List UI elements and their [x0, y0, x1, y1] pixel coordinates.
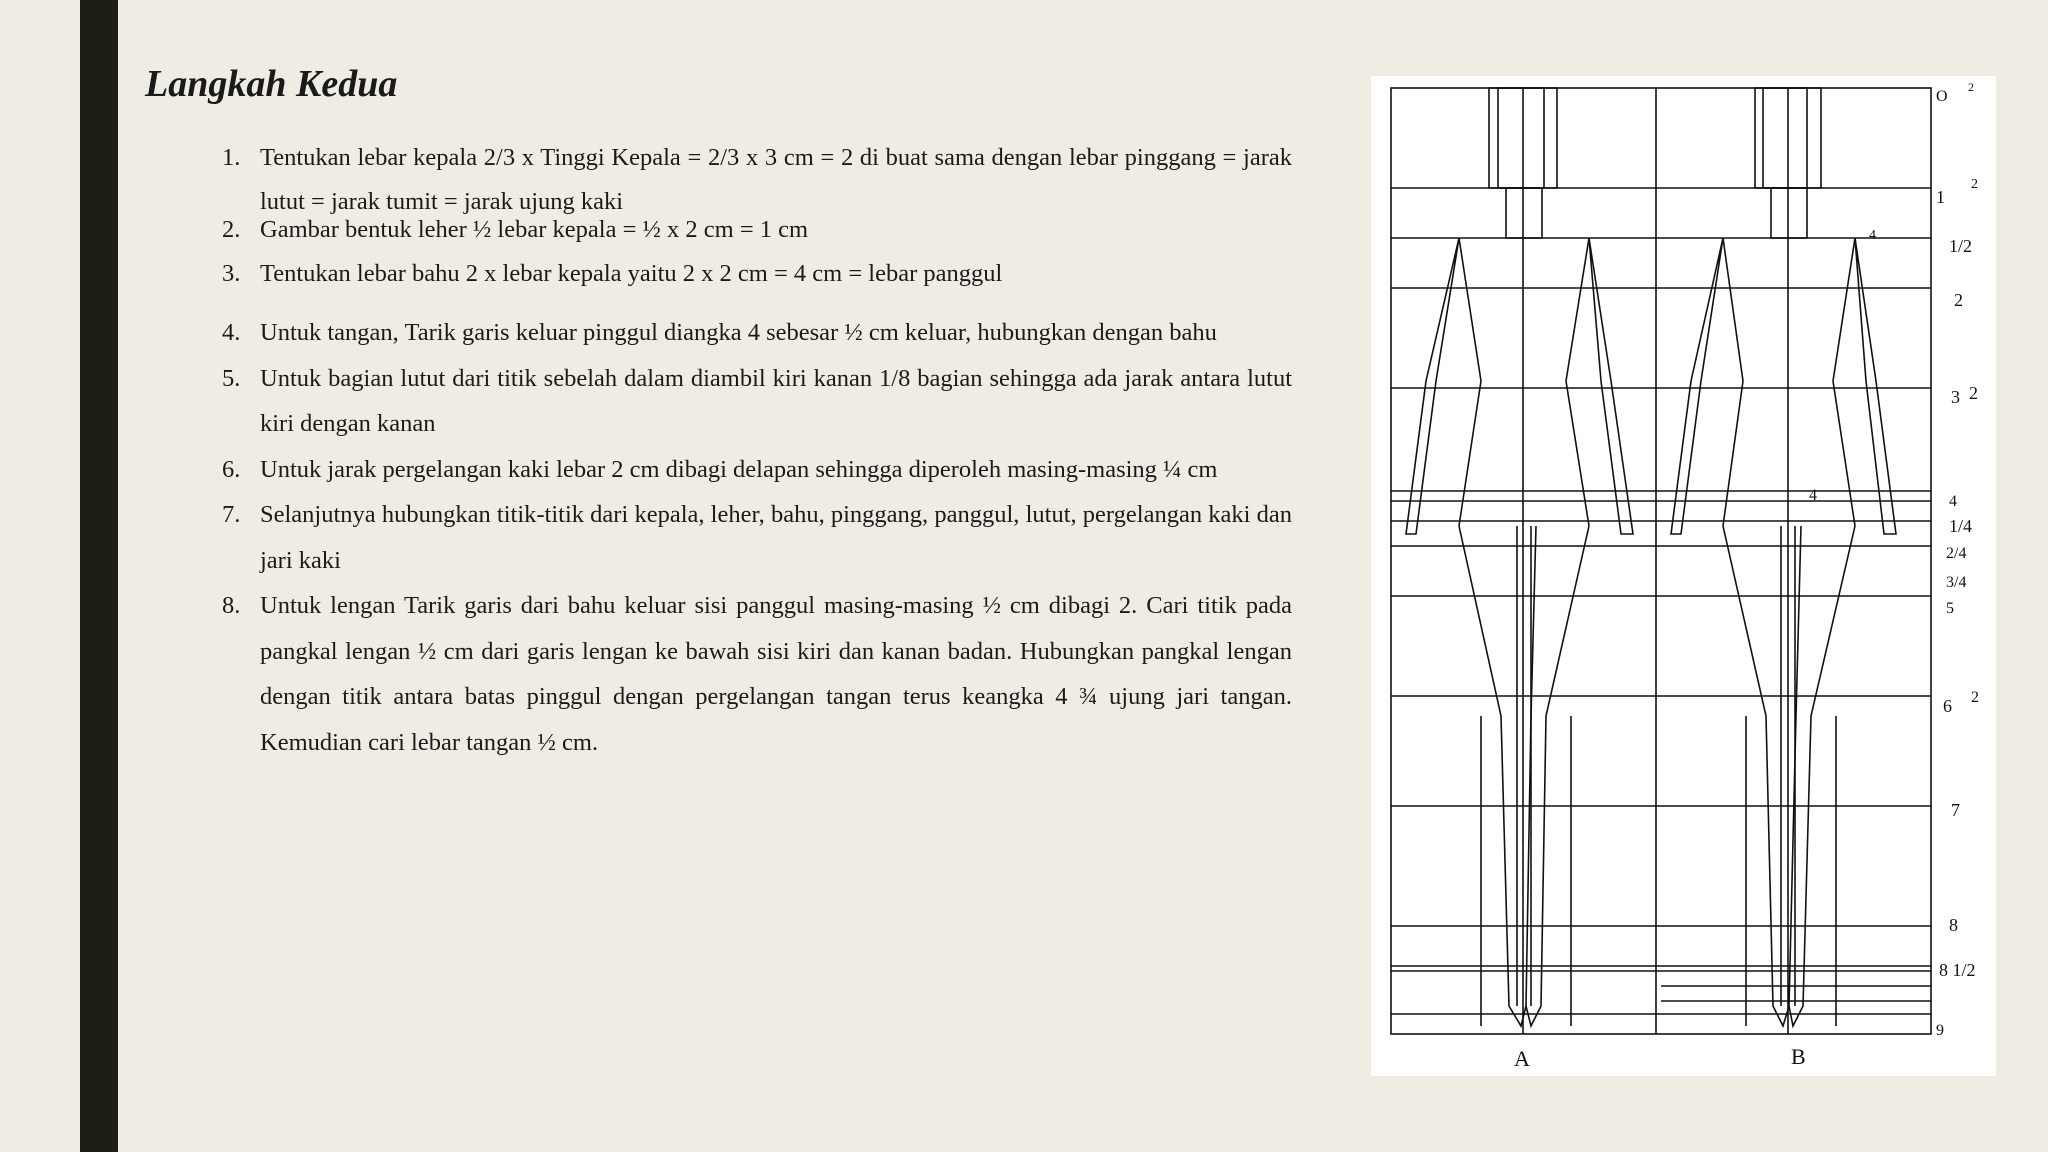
hand-mark: 2 — [1968, 80, 1974, 94]
step-number: 1. — [222, 144, 241, 171]
list-item — [222, 583, 1292, 765]
hand-mark: 4 — [1869, 228, 1876, 243]
scale-label: 6 — [1943, 696, 1952, 716]
column-label: B — [1791, 1044, 1806, 1069]
scale-label: 1/2 — [1949, 236, 1973, 256]
steps-list — [222, 136, 1292, 765]
scale-label: 3/4 — [1946, 574, 1967, 591]
column-label: A — [1514, 1046, 1530, 1071]
step-number: 4. — [222, 319, 241, 346]
scale-label: 2 — [1954, 290, 1963, 310]
step-text: Tentukan lebar kepala 2/3 x Tinggi Kepala = 2/3 x 3 cm = 2 di buat sama dengan lebar pinggang = jarak lutut = jarak tumit = jarak ujung kaki — [260, 144, 1292, 215]
list-item — [222, 310, 1292, 356]
step-text: Tentukan lebar bahu 2 x lebar kepala yaitu 2 x 2 cm = 4 cm = lebar panggul — [260, 260, 1003, 287]
list-item — [222, 492, 1292, 583]
list-item — [222, 254, 1292, 294]
list-item — [222, 447, 1292, 493]
step-text: Untuk lengan Tarik garis dari bahu keluar sisi panggul masing-masing ½ cm dibagi 2. Cari titik pada pangkal lengan ½ cm dari garis lengan ke bawah sisi kiri dan kanan badan. Hubungkan pangkal lengan dengan titik antara batas pinggul dengan pergelangan tangan terus keangka 4 ¾ ujung jari tangan. Kemudian cari lebar tangan ½ cm. — [260, 592, 1292, 756]
scale-label: 8 — [1949, 915, 1958, 935]
grid-lines — [1391, 188, 1931, 1014]
neck-box-b — [1771, 188, 1807, 238]
head-inner-a — [1498, 88, 1544, 188]
figure-a — [1406, 238, 1633, 1026]
step-number: 5. — [222, 364, 241, 392]
scale-label: 9 — [1936, 1022, 1944, 1039]
step-text: Untuk bagian lutut dari titik sebelah dalam diambil kiri kanan 1/8 bagian sehingga ada jarak antara lutut kiri dengan kanan — [260, 364, 1292, 437]
diagram-frame — [1391, 88, 1931, 1034]
scale-label: 1 — [1936, 187, 1945, 207]
step-text: Selanjutnya hubungkan titik-titik dari kepala, leher, bahu, pinggang, panggul, lutut, pergelangan kaki dan jari kaki — [260, 501, 1292, 574]
list-item — [222, 210, 1292, 250]
scale-label: 5 — [1946, 600, 1954, 617]
scale-label: 4 — [1949, 493, 1957, 510]
hand-mark: 2 — [1971, 689, 1979, 706]
proportion-figure — [1371, 76, 1996, 1076]
sidebar-bar — [80, 0, 118, 1152]
neck-box-a — [1506, 188, 1542, 238]
step-number: 6. — [222, 455, 241, 483]
scale-label: O — [1936, 88, 1948, 105]
scale-label: 2/4 — [1946, 545, 1967, 562]
hand-mark: 4 — [1809, 487, 1817, 504]
figure-b — [1671, 238, 1896, 1026]
scale-label: 7 — [1951, 800, 1960, 820]
scale-label: 1/4 — [1949, 516, 1973, 536]
proportion-diagram — [1371, 76, 1996, 1076]
scale-label: 8 1/2 — [1939, 960, 1976, 980]
step-number: 8. — [222, 592, 241, 619]
step-number: 7. — [222, 501, 241, 528]
step-number: 3. — [222, 260, 241, 287]
step-text: Untuk tangan, Tarik garis keluar pinggul diangka 4 sebesar ½ cm keluar, hubungkan dengan bahu — [260, 319, 1217, 346]
hand-mark: 2 — [1969, 383, 1978, 403]
slide-title: Langkah Kedua — [145, 63, 398, 105]
list-item — [222, 356, 1292, 447]
hand-mark: 2 — [1971, 177, 1978, 192]
step-text: Gambar bentuk leher ½ lebar kepala = ½ x 2 cm = 1 cm — [260, 216, 809, 243]
step-text: Untuk jarak pergelangan kaki lebar 2 cm dibagi delapan sehingga diperoleh masing-masing ¼ cm — [260, 455, 1218, 483]
scale-label: 3 — [1951, 387, 1960, 407]
step-number: 2. — [222, 216, 241, 243]
head-inner-b — [1763, 88, 1807, 188]
